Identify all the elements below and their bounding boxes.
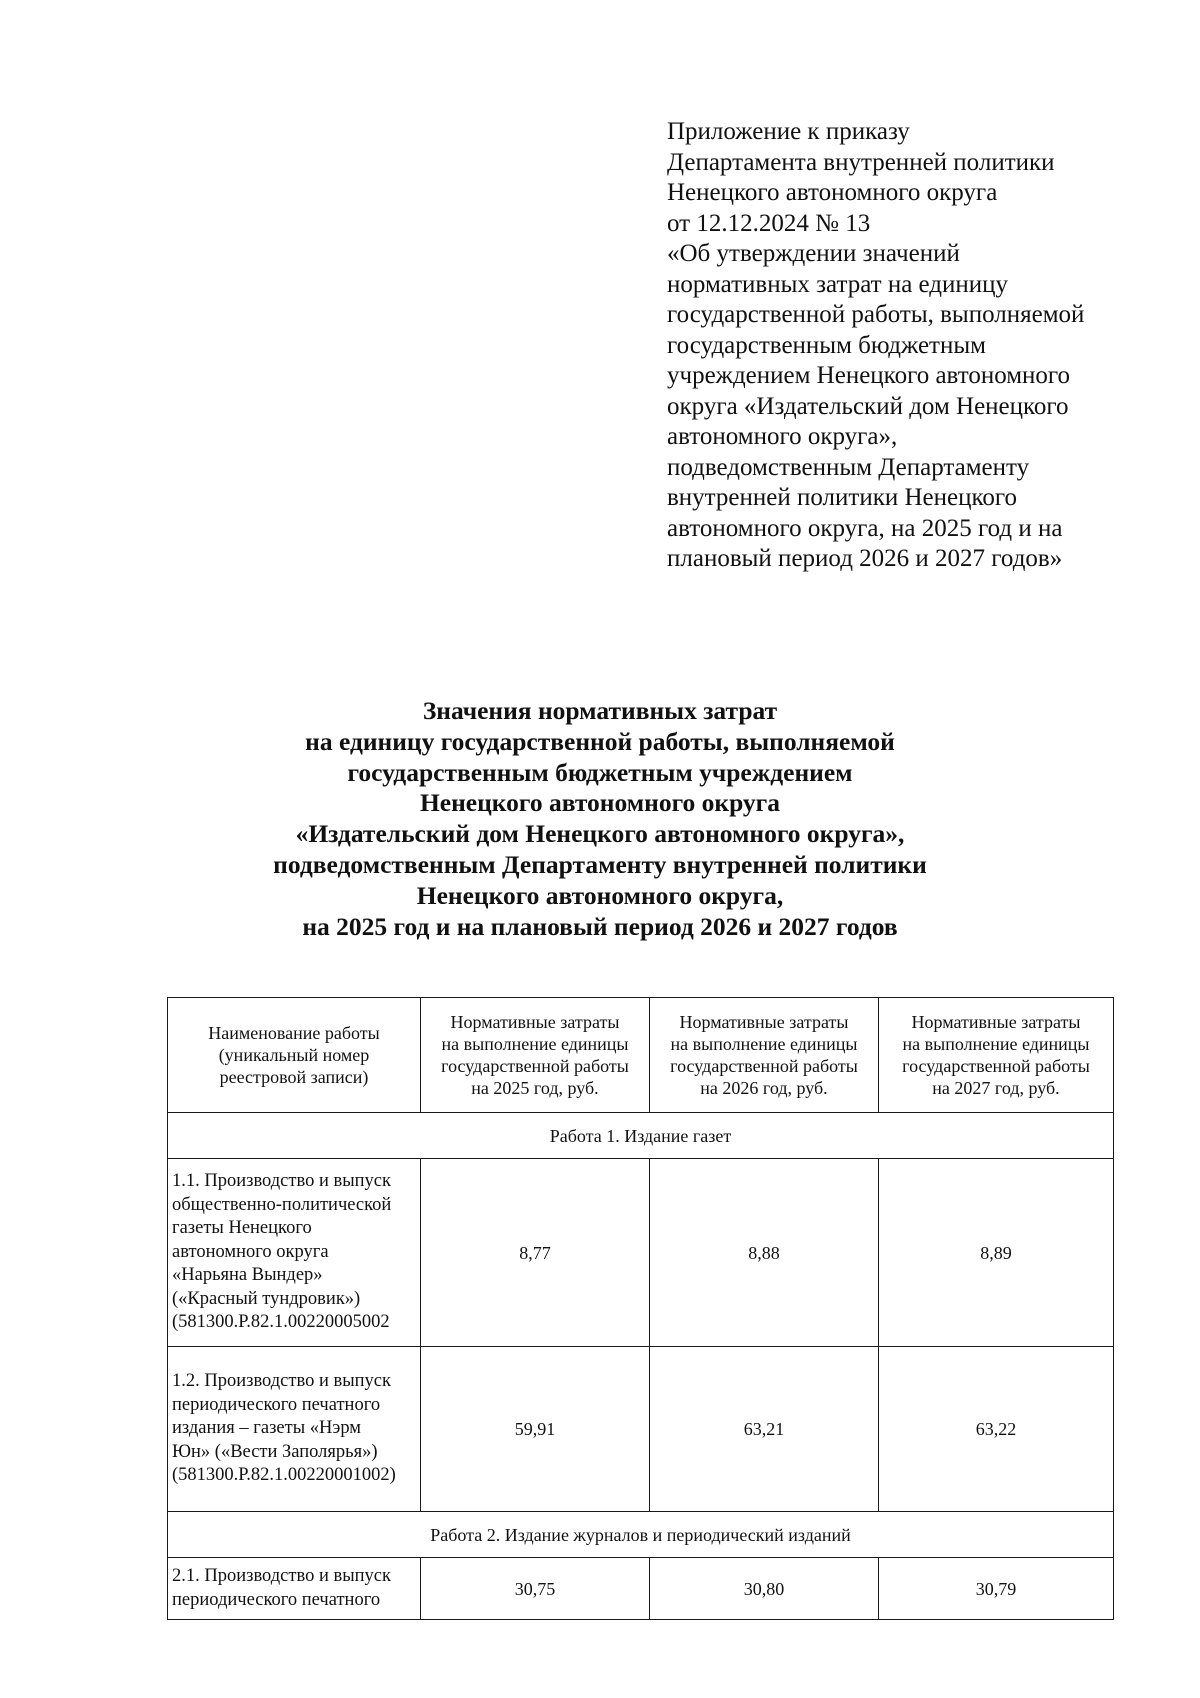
title-line: на единицу государственной работы, выполняемой [305, 726, 895, 756]
cost-table [167, 997, 1114, 1620]
appendix-line: нормативных затрат на единицу [667, 270, 1009, 298]
appendix-line: учреждением Ненецкого автономного [667, 362, 1071, 389]
title-line: государственным бюджетным учреждением [347, 757, 853, 787]
header-line: на 2026 год, руб. [700, 1078, 828, 1098]
appendix-line: Департамента внутренней политики [667, 148, 1055, 176]
header-line: Нормативные затраты [450, 1012, 620, 1032]
header-work-name [168, 998, 421, 1113]
work-name-line: газеты Ненецкого [172, 1218, 312, 1239]
cost-2026-cell: 30,80 [650, 1558, 879, 1620]
work-name-line: 1.1. Производство и выпуск [172, 1171, 392, 1192]
work-name-line: периодического печатного [172, 1394, 381, 1415]
header-line: реестровой записи) [219, 1067, 369, 1087]
work-name-line: издания – газеты «Нэрм [172, 1418, 361, 1439]
appendix-line: плановый период 2026 и 2027 годов» [667, 545, 1063, 572]
cost-2025-cell: 30,75 [421, 1558, 650, 1620]
appendix-line: Ненецкого автономного округа [667, 179, 998, 206]
title-line: подведомственным Департаменту внутренней политики [273, 849, 927, 879]
cost-2027-cell: 63,22 [879, 1347, 1114, 1512]
document-title [150, 696, 1050, 942]
header-line: на 2027 год, руб. [932, 1078, 1060, 1098]
work-name-cell [168, 1159, 421, 1347]
appendix-line: округа «Издательский дом Ненецкого [667, 392, 1069, 420]
cost-2025-cell: 59,91 [421, 1347, 650, 1512]
appendix-header [667, 117, 1187, 575]
table-section-row [168, 1512, 1114, 1558]
work-name-line: автономного округа [172, 1241, 329, 1262]
appendix-line: государственной работы, выполняемой [667, 301, 1085, 328]
title-line: Ненецкого автономного округа [419, 788, 781, 818]
appendix-line: автономного округа, на 2025 год и на [667, 514, 1063, 542]
appendix-line: автономного округа», [667, 423, 898, 450]
appendix-line: «Об утверждении значений [667, 240, 960, 267]
cost-2027-cell: 8,89 [879, 1159, 1114, 1347]
work-name-line: 1.2. Производство и выпуск [172, 1371, 392, 1392]
appendix-line: внутренней политики Ненецкого [667, 484, 1017, 511]
table-section-row [168, 1113, 1114, 1159]
table-row [168, 1347, 1114, 1512]
header-line: государственной работы [902, 1056, 1090, 1076]
work-name-line: периодического печатного [172, 1589, 381, 1610]
work-name-line: (581300.Р.82.1.00220005002 [172, 1312, 390, 1333]
header-line: на выполнение единицы [441, 1034, 629, 1054]
header-line: Нормативные затраты [679, 1012, 849, 1032]
header-line: Наименование работы [208, 1023, 380, 1043]
title-line: на 2025 год и на плановый период 2026 и 2027 годов [302, 911, 898, 941]
header-line: (уникальный номер [218, 1045, 370, 1065]
table-header-row [168, 998, 1114, 1113]
title-line: Значения нормативных затрат [422, 696, 778, 725]
header-line: государственной работы [441, 1056, 629, 1076]
appendix-line: Приложение к приказу [667, 118, 910, 145]
appendix-line: подведомственным Департаменту [667, 453, 1030, 481]
header-line: на выполнение единицы [670, 1034, 858, 1054]
header-line: на 2025 год, руб. [471, 1078, 599, 1098]
table-row [168, 1558, 1114, 1620]
cost-2026-cell: 63,21 [650, 1347, 879, 1512]
header-line: Нормативные затраты [911, 1012, 1081, 1032]
work-name-line: («Красный тундровик») [172, 1288, 361, 1309]
section-title-work-1: Работа 1. Издание газет [168, 1113, 1114, 1159]
cost-2025-cell: 8,77 [421, 1159, 650, 1347]
work-name-cell [168, 1347, 421, 1512]
title-line: Ненецкого автономного округа, [416, 880, 784, 910]
cost-2026-cell: 8,88 [650, 1159, 879, 1347]
header-cost-2026 [650, 998, 879, 1113]
header-cost-2027 [879, 998, 1114, 1113]
table-row [168, 1159, 1114, 1347]
work-name-line: (581300.Р.82.1.00220001002) [172, 1465, 396, 1486]
work-name-cell [168, 1558, 421, 1620]
work-name-line: 2.1. Производство и выпуск [172, 1566, 392, 1586]
appendix-line: от 12.12.2024 № 13 [667, 209, 871, 237]
work-name-line: общественно-политической [172, 1194, 392, 1215]
title-line: «Издательский дом Ненецкого автономного округа», [295, 819, 905, 849]
header-cost-2025 [421, 998, 650, 1113]
cost-2027-cell: 30,79 [879, 1558, 1114, 1620]
header-line: на выполнение единицы [902, 1034, 1090, 1054]
appendix-line: государственным бюджетным [667, 331, 986, 359]
work-name-line: Юн» («Вести Заполярья») [172, 1441, 378, 1462]
section-title-work-2: Работа 2. Издание журналов и периодический изданий [168, 1512, 1114, 1558]
work-name-line: «Нарьяна Вындер» [172, 1265, 323, 1286]
header-line: государственной работы [670, 1056, 858, 1076]
